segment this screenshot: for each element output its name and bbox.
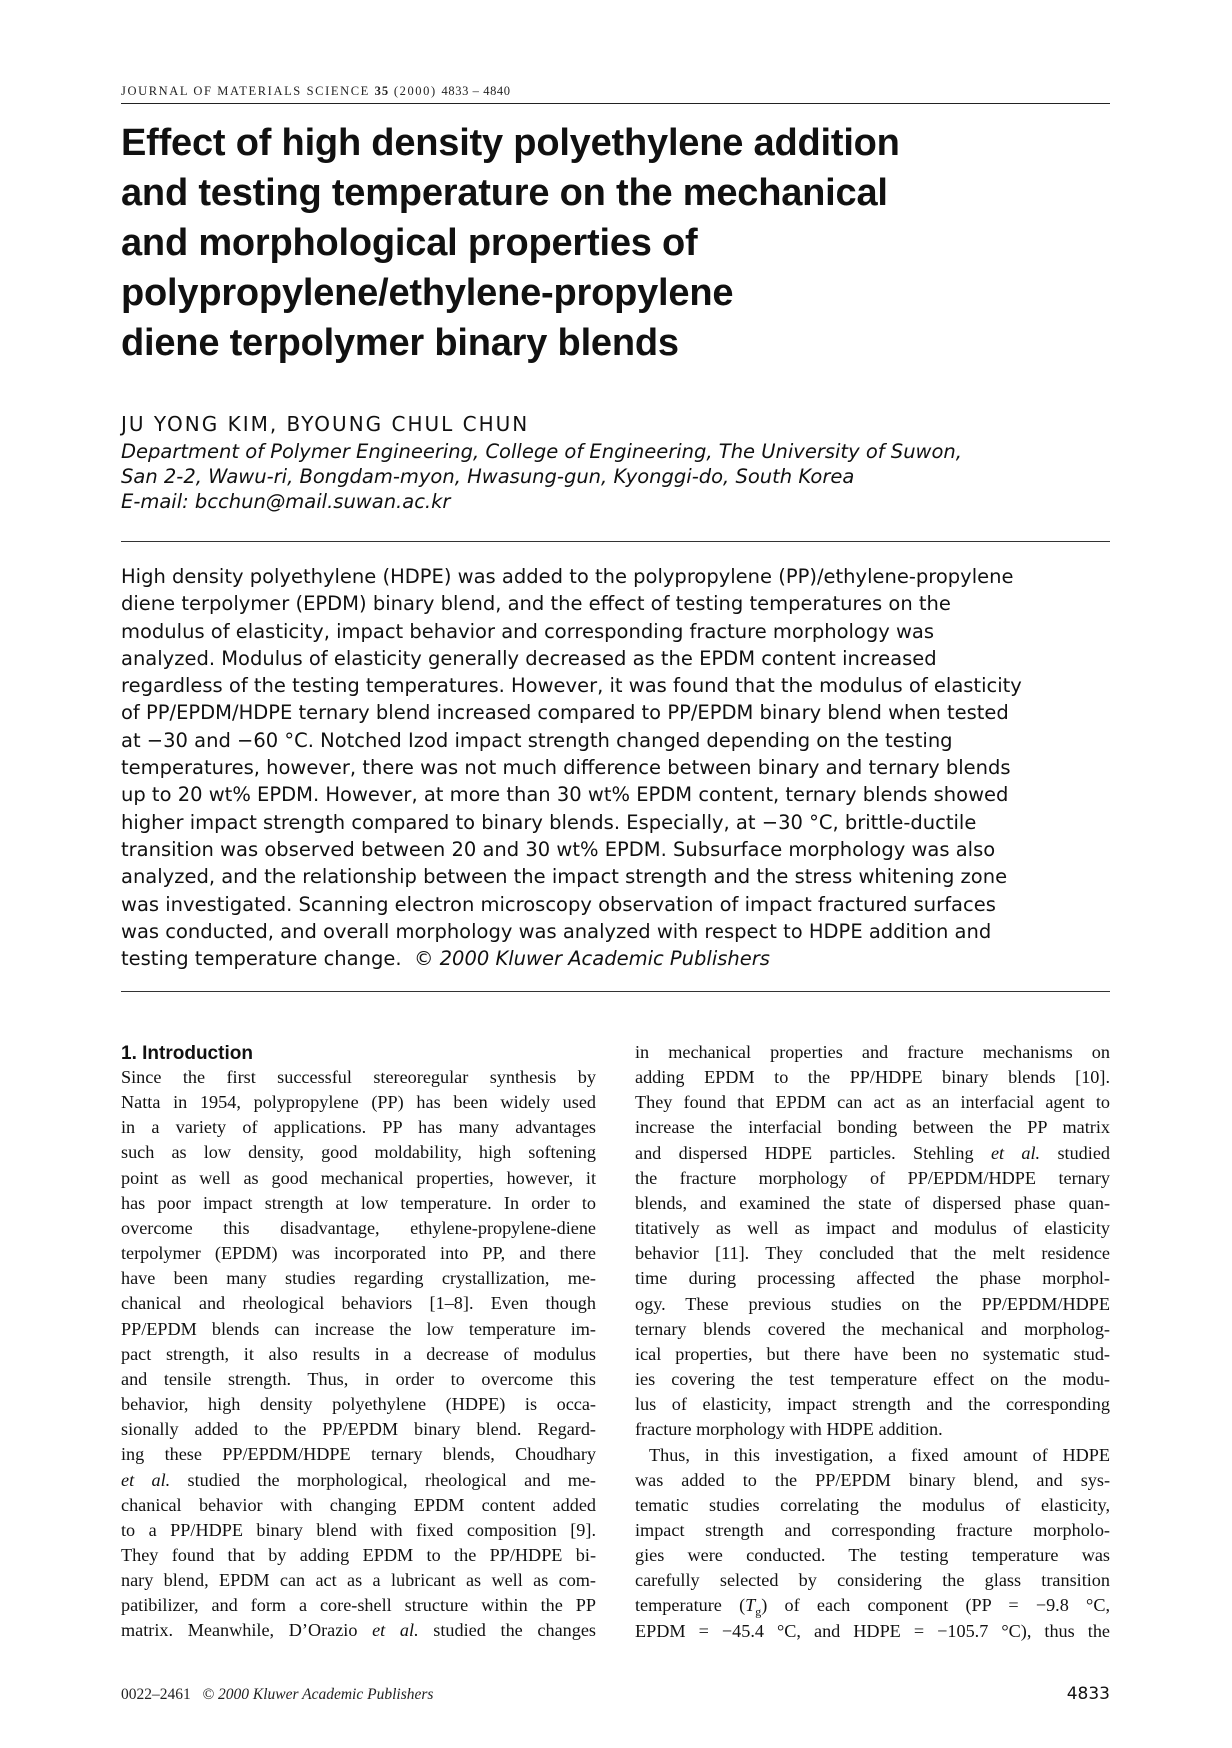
- body-line: They found that by adding EPDM to the PP/HDPE bi-: [121, 1544, 596, 1565]
- body-line: overcome this disadvantage, ethylene-propylene-diene: [121, 1217, 596, 1238]
- abstract-line: transition was observed between 20 and 30 wt% EPDM. Subsurface morphology was also: [121, 837, 996, 861]
- body-line: the fracture morphology of PP/EPDM/HDPE ternary: [635, 1167, 1110, 1188]
- abstract-line: modulus of elasticity, impact behavior and corresponding fracture morphology was: [121, 619, 935, 643]
- issn: 0022–2461: [121, 1686, 191, 1703]
- abstract-line: High density polyethylene (HDPE) was added to the polypropylene (PP)/ethylene-propylene: [121, 565, 1014, 588]
- body-line: have been many studies regarding crystallization, me-: [121, 1268, 596, 1289]
- affiliation: [121, 439, 1110, 514]
- authors: JU YONG KIM, BYOUNG CHUL CHUN: [121, 412, 530, 436]
- body-line: impact strength and corresponding fracture morpholo-: [635, 1519, 1110, 1540]
- body-line: matrix. Meanwhile, D’Orazio et al. studied the changes: [121, 1620, 597, 1641]
- abstract-top-rule: [121, 541, 1110, 542]
- body-line: ing these PP/EPDM/HDPE ternary blends, Choudhary: [121, 1444, 596, 1465]
- body-line: behavior [11]. They concluded that the melt residence: [635, 1243, 1110, 1264]
- body-line: titatively as well as impact and modulus of elasticity: [635, 1218, 1110, 1239]
- body-line: ies covering the test temperature effect on the modu-: [635, 1369, 1110, 1390]
- abstract-bottom-rule: [121, 991, 1110, 992]
- abstract-line: of PP/EPDM/HDPE ternary blend increased compared to PP/EPDM binary blend when tested: [121, 701, 1009, 725]
- body-line: in a variety of applications. PP has many advantages: [121, 1117, 596, 1138]
- abstract-line: [121, 945, 1110, 972]
- abstract-line: regardless of the testing temperatures. However, it was found that the modulus of elasticity: [121, 674, 1022, 698]
- abstract-line: analyzed. Modulus of elasticity generally decreased as the EPDM content increased: [121, 646, 937, 670]
- body-line: ternary blends covered the mechanical and morpholog-: [635, 1318, 1110, 1339]
- body-line: increase the interfacial bonding between the PP matrix: [635, 1117, 1110, 1138]
- body-line: behavior, high density polyethylene (HDPE) is occa-: [121, 1394, 596, 1415]
- body-line: tematic studies correlating the modulus of elasticity,: [635, 1494, 1110, 1515]
- abstract-line: analyzed, and the relationship between the impact strength and the stress whitening zone: [121, 865, 1008, 889]
- body-line: They found that EPDM can act as an interfacial agent to: [635, 1092, 1110, 1113]
- footer-issn-copyright: [121, 1686, 433, 1704]
- abstract-line: was investigated. Scanning electron microscopy observation of impact fractured surfaces: [121, 892, 996, 916]
- body-line: in mechanical properties and fracture mechanisms on: [635, 1042, 1110, 1062]
- body-line: pact strength, it also results in a decrease of modulus: [121, 1343, 596, 1364]
- body-line: adding EPDM to the PP/HDPE binary blends [10].: [635, 1067, 1110, 1088]
- body-line: Since the first successful stereoregular synthesis by: [121, 1067, 596, 1087]
- body-line: nary blend, EPDM can act as a lubricant as well as com-: [121, 1570, 596, 1591]
- body-line: point as well as good mechanical properties, however, it: [121, 1167, 596, 1188]
- title-line: Effect of high density polyethylene addition: [121, 122, 900, 164]
- body-line: lus of elasticity, impact strength and the corresponding: [635, 1394, 1110, 1415]
- left-column: [121, 1040, 596, 1644]
- body-line: chanical and rheological behaviors [1–8]. Even though: [121, 1293, 596, 1314]
- etal-text: et al.: [121, 1469, 171, 1490]
- body-line: chanical behavior with changing EPDM content added: [121, 1494, 596, 1515]
- section-heading: 1. Introduction: [121, 1043, 253, 1064]
- body-line: carefully selected by considering the glass transition: [635, 1570, 1110, 1591]
- body-line: sionally added to the PP/EPDM binary blend. Regard-: [121, 1419, 596, 1440]
- title-line: diene terpolymer binary blends: [121, 322, 679, 364]
- abstract-line: temperatures, however, there was not much difference between binary and ternary blends: [121, 756, 1011, 780]
- abstract-line: diene terpolymer (EPDM) binary blend, and the effect of testing temperatures on the: [121, 592, 951, 616]
- body-line: patibilizer, and form a core-shell structure within the PP: [121, 1595, 596, 1616]
- abstract-last-text: testing temperature change.: [121, 947, 402, 971]
- affiliation-line: San 2-2, Wawu-ri, Bongdam-myon, Hwasung-gun, Kyonggi-do, South Korea: [121, 465, 855, 488]
- right-column: [635, 1040, 1110, 1644]
- affiliation-line: Department of Polymer Engineering, College of Engineering, The University of Suwon,: [121, 440, 962, 463]
- abstract-line: was conducted, and overall morphology was analyzed with respect to HDPE addition and: [121, 919, 992, 943]
- body-line: ical properties, but there have been no systematic stud-: [635, 1343, 1110, 1364]
- body-line: temperature $(T_g)$ of each component (PP = −9.8 °C,: [635, 1595, 1110, 1620]
- body-line: was added to the PP/EPDM binary blend, and sys-: [635, 1469, 1110, 1490]
- abstract-line: at −30 and −60 °C. Notched Izod impact strength changed depending on the testing: [121, 728, 953, 752]
- page-number: 4833: [1066, 1684, 1110, 1704]
- journal-year: (2000): [393, 84, 437, 98]
- body-line: PP/EPDM blends can increase the low temperature im-: [121, 1318, 596, 1339]
- body-line: fracture morphology with HDPE addition.: [635, 1419, 943, 1440]
- body-line: et al. studied the morphological, rheological and me-: [121, 1469, 596, 1490]
- body-line: such as low density, good moldability, high softening: [121, 1142, 596, 1163]
- footer-copyright: © 2000 Kluwer Academic Publishers: [202, 1686, 434, 1703]
- title-line: and morphological properties of: [121, 222, 698, 264]
- etal-text: et al.: [990, 1142, 1041, 1163]
- journal-pages: 4833 – 4840: [441, 84, 511, 98]
- etal-text: et al.: [372, 1620, 419, 1641]
- running-head: [121, 84, 1110, 104]
- abstract-line: higher impact strength compared to binary blends. Especially, at −30 °C, brittle-ductile: [121, 810, 977, 834]
- affiliation-email: E-mail: bcchun@mail.suwan.ac.kr: [121, 490, 451, 513]
- body-line: time during processing affected the phase morphol-: [635, 1268, 1110, 1289]
- abstract: [121, 563, 1110, 972]
- body-line: to a PP/HDPE binary blend with fixed composition [9].: [121, 1519, 596, 1540]
- body-line: EPDM = −45.4 °C, and HDPE = −105.7 °C), thus the: [635, 1620, 1110, 1641]
- title-line: polypropylene/ethylene-propylene: [121, 272, 734, 314]
- journal-name: JOURNAL OF MATERIALS SCIENCE: [121, 84, 370, 98]
- body-line: Thus, in this investigation, a fixed amount of HDPE: [649, 1444, 1110, 1465]
- paper-title: [121, 118, 1110, 368]
- body-line: blends, and examined the state of dispersed phase quan-: [635, 1192, 1110, 1213]
- body-line: ogy. These previous studies on the PP/EPDM/HDPE: [635, 1293, 1110, 1314]
- abstract-line: up to 20 wt% EPDM. However, at more than 30 wt% EPDM content, ternary blends showed: [121, 783, 1009, 807]
- body-line: Natta in 1954, polypropylene (PP) has been widely used: [121, 1092, 596, 1113]
- abstract-copyright: © 2000 Kluwer Academic Publishers: [413, 947, 770, 971]
- body-line: and tensile strength. Thus, in order to overcome this: [121, 1368, 596, 1389]
- title-line: and testing temperature on the mechanical: [121, 172, 888, 214]
- body-line: gies were conducted. The testing temperature was: [635, 1545, 1110, 1566]
- body-line: has poor impact strength at low temperature. In order to: [121, 1192, 596, 1213]
- body-line: and dispersed HDPE particles. Stehling et al. studied: [635, 1142, 1110, 1163]
- body-line: terpolymer (EPDM) was incorporated into PP, and there: [121, 1243, 596, 1264]
- journal-volume: 35: [374, 84, 390, 98]
